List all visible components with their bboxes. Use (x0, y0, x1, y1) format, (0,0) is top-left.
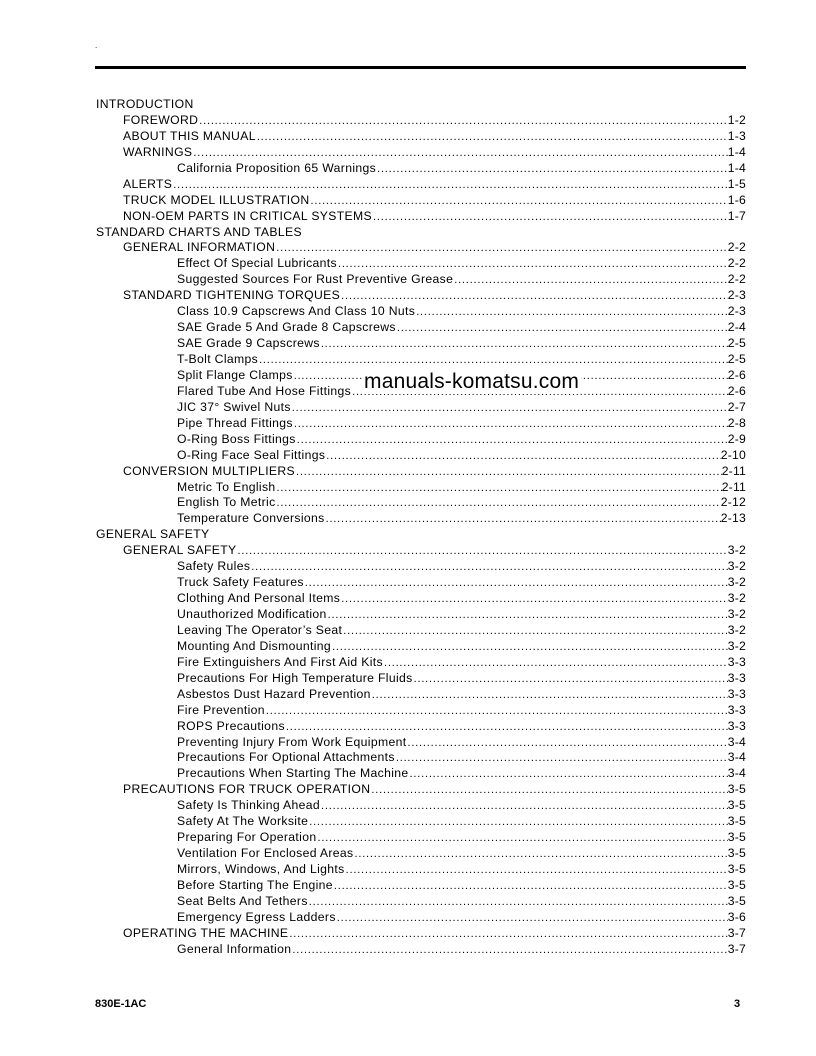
toc-entry-title: Asbestos Dust Hazard Prevention (177, 686, 371, 701)
toc-entry-page: 1-4 (727, 160, 746, 175)
toc-entry-title: Before Starting The Engine (177, 877, 333, 892)
toc-entry-title: T-Bolt Clamps (177, 352, 259, 366)
dot-leader (256, 131, 728, 143)
toc-subentry[interactable] (96, 336, 746, 352)
toc-entry-page: 1-3 (727, 128, 746, 143)
dot-leader (192, 147, 727, 159)
dot-leader (237, 545, 728, 557)
toc-entry-title: Precautions For Optional Attachments (177, 750, 395, 765)
toc-entry-title: ALERTS (123, 176, 173, 191)
toc-entry-page: 2-2 (727, 240, 746, 255)
toc-entry-page: 3-5 (727, 782, 746, 797)
toc-entry[interactable] (96, 782, 746, 798)
dot-leader (250, 561, 727, 573)
toc-entry-page: 3-5 (727, 862, 746, 876)
toc-section-heading[interactable] (96, 527, 746, 543)
toc-entry-page: 3-3 (727, 686, 746, 701)
toc-entry-title: WARNINGS (123, 144, 193, 159)
dot-leader (342, 625, 728, 637)
dot-leader (340, 593, 728, 605)
toc-entry-title: Mirrors, Windows, And Lights (177, 862, 345, 876)
toc-entry-page: 3-2 (727, 622, 746, 637)
toc-entry[interactable] (96, 926, 746, 942)
header-rule (95, 66, 746, 69)
toc-entry-page: 2-3 (727, 288, 746, 303)
toc-entry-page: 2-5 (727, 352, 746, 366)
toc-entry-title: Precautions For High Temperature Fluids (177, 670, 413, 685)
toc-entry-page: 3-4 (727, 734, 746, 749)
dot-leader (331, 641, 728, 653)
toc-entry-title: GENERAL INFORMATION (123, 240, 276, 255)
toc-entry-title: ABOUT THIS MANUAL (123, 128, 256, 143)
toc-entry-page: 3-2 (727, 559, 746, 574)
dot-leader (371, 689, 728, 701)
toc-subentry[interactable] (96, 655, 746, 671)
toc-entry-title: Leaving The Operator’s Seat (177, 622, 343, 637)
dot-leader (395, 752, 728, 764)
toc-entry-page: 3-7 (727, 925, 746, 940)
toc-subentry[interactable] (96, 591, 746, 607)
toc-entry-page: 1-5 (727, 176, 746, 191)
dot-leader (320, 338, 728, 350)
toc-subentry[interactable] (96, 639, 746, 655)
toc-subentry[interactable] (96, 607, 746, 623)
toc-entry-page: 3-5 (727, 846, 746, 861)
toc-entry[interactable] (96, 209, 746, 225)
dot-leader (172, 179, 727, 191)
toc-entry-title: Safety At The Worksite (177, 814, 309, 829)
toc-entry-title: GENERAL SAFETY (96, 527, 210, 542)
toc-entry-page: 2-12 (720, 495, 746, 510)
dot-leader (275, 242, 728, 254)
toc-entry-title: Safety Is Thinking Ahead (177, 798, 321, 813)
toc-subentry[interactable] (96, 400, 746, 416)
dot-leader (370, 784, 727, 796)
toc-entry[interactable] (96, 177, 746, 193)
toc-subentry[interactable] (96, 750, 746, 766)
dot-leader (413, 673, 728, 685)
dot-leader (258, 354, 728, 366)
toc-entry-title: NON-OEM PARTS IN CRITICAL SYSTEMS (123, 208, 373, 223)
toc-subentry[interactable] (96, 320, 746, 336)
toc-entry-page: 3-3 (727, 718, 746, 733)
toc-entry-page: 3-2 (727, 591, 746, 606)
toc-entry-title: Emergency Egress Ladders (177, 909, 336, 924)
toc-entry[interactable] (96, 240, 746, 256)
dot-leader (276, 482, 722, 494)
table-of-contents (96, 97, 746, 958)
toc-entry-title: General Information (177, 941, 292, 956)
dot-leader (285, 721, 728, 733)
toc-entry-page: 3-3 (727, 654, 746, 669)
dot-leader (372, 211, 728, 223)
toc-subentry[interactable] (96, 495, 746, 511)
toc-entry-page: 2-3 (727, 304, 746, 319)
toc-subentry[interactable] (96, 161, 746, 177)
toc-entry[interactable] (96, 464, 746, 480)
toc-subentry[interactable] (96, 352, 746, 368)
toc-subentry[interactable] (96, 878, 746, 894)
toc-entry-page: 3-2 (727, 543, 746, 558)
dot-leader (336, 912, 728, 924)
toc-subentry[interactable] (96, 830, 746, 846)
toc-entry-title: Fire Extinguishers And First Aid Kits (177, 654, 383, 669)
toc-entry-page: 3-3 (727, 670, 746, 685)
toc-entry-page: 2-2 (727, 272, 746, 287)
dot-leader (453, 274, 728, 286)
toc-entry-title: PRECAUTIONS FOR TRUCK OPERATION (123, 782, 371, 797)
toc-subentry[interactable] (96, 798, 746, 814)
dot-leader (198, 115, 728, 127)
toc-entry-title: Mounting And Dismounting (177, 638, 332, 653)
toc-entry-title: STANDARD TIGHTENING TORQUES (123, 288, 341, 303)
toc-subentry[interactable] (96, 942, 746, 958)
dot-leader (345, 864, 728, 876)
toc-entry-title: INTRODUCTION (96, 97, 194, 111)
dot-leader (396, 322, 728, 334)
dot-leader (304, 577, 728, 589)
toc-entry-page: 2-10 (720, 447, 746, 462)
toc-entry-page: 3-6 (727, 909, 746, 924)
toc-subentry[interactable] (96, 511, 746, 527)
toc-entry-page: 1-6 (727, 192, 746, 207)
toc-entry-page: 1-7 (727, 208, 746, 223)
toc-subentry[interactable] (96, 766, 746, 782)
toc-entry-page: 3-5 (727, 893, 746, 908)
toc-subentry[interactable] (96, 559, 746, 575)
toc-entry-title: Truck Safety Features (177, 575, 304, 590)
toc-subentry[interactable] (96, 256, 746, 272)
toc-entry-title: Suggested Sources For Rust Preventive Grease (177, 272, 454, 287)
dot-leader (406, 737, 727, 749)
footer-model: 830E-1AC (95, 998, 147, 1010)
toc-subentry[interactable] (96, 304, 746, 320)
toc-entry[interactable] (96, 129, 746, 145)
toc-entry-title: Flared Tube And Hose Fittings (177, 383, 352, 398)
toc-entry-title: Unauthorized Modification (177, 607, 327, 621)
toc-entry-title: Preventing Injury From Work Equipment (177, 734, 407, 749)
toc-entry-page: 1-4 (727, 144, 746, 159)
toc-entry-title: Seat Belts And Tethers (177, 893, 308, 908)
toc-subentry[interactable] (96, 814, 746, 830)
toc-entry-title: SAE Grade 5 And Grade 8 Capscrews (177, 320, 396, 335)
dot-leader (327, 609, 728, 621)
toc-entry-title: Split Flange Clamps (177, 367, 293, 382)
toc-entry-title: Precautions When Starting The Machine (177, 766, 409, 781)
toc-entry-page: 3-4 (727, 766, 746, 781)
toc-entry-title: Safety Rules (177, 559, 251, 574)
toc-subentry[interactable] (96, 416, 746, 432)
toc-entry[interactable] (96, 145, 746, 161)
toc-entry-page: 2-2 (727, 256, 746, 271)
dot-leader (308, 896, 728, 908)
toc-entry-title: Preparing For Operation (177, 830, 317, 845)
toc-entry-title: JIC 37° Swivel Nuts (177, 399, 291, 414)
toc-subentry[interactable] (96, 671, 746, 687)
dot-leader (288, 928, 727, 940)
toc-entry-title: O-Ring Boss Fittings (177, 431, 296, 446)
toc-subentry[interactable] (96, 910, 746, 926)
dot-leader (310, 195, 728, 207)
toc-entry-page: 2-11 (721, 479, 746, 494)
dot-leader (296, 434, 728, 446)
dot-leader (265, 705, 728, 717)
toc-entry-page: 3-2 (727, 638, 746, 653)
dot-leader (295, 466, 722, 478)
toc-entry-title: OPERATING THE MACHINE (123, 925, 289, 940)
toc-subentry[interactable] (96, 480, 746, 496)
toc-entry-title: Class 10.9 Capscrews And Class 10 Nuts (177, 304, 416, 319)
toc-entry[interactable] (96, 193, 746, 209)
toc-entry-page: 2-6 (727, 383, 746, 398)
toc-subentry[interactable] (96, 575, 746, 591)
toc-subentry[interactable] (96, 432, 746, 448)
toc-entry-page: 3-2 (727, 607, 746, 621)
dot-leader (291, 944, 727, 956)
toc-entry-page: 3-4 (727, 750, 746, 765)
toc-entry-title: FOREWORD (123, 112, 199, 127)
header-mark: . (95, 41, 98, 50)
dot-leader (353, 848, 727, 860)
toc-entry-title: CONVERSION MULTIPLIERS (123, 463, 296, 478)
toc-entry[interactable] (96, 543, 746, 559)
dot-leader (308, 816, 728, 828)
toc-subentry[interactable] (96, 687, 746, 703)
toc-entry-title: Pipe Thread Fittings (177, 415, 293, 430)
toc-entry-title: Metric To English (177, 479, 276, 494)
toc-entry-title: ROPS Precautions (177, 718, 285, 733)
toc-entry-title: Effect Of Special Lubricants (177, 256, 337, 271)
toc-entry-title: GENERAL SAFETY (123, 543, 237, 558)
dot-leader (276, 497, 721, 509)
toc-entry-page: 2-4 (727, 320, 746, 335)
dot-leader (337, 258, 728, 270)
toc-subentry[interactable] (96, 846, 746, 862)
dot-leader (325, 450, 721, 462)
toc-entry-page: 2-11 (721, 463, 746, 478)
toc-entry-page: 3-2 (727, 575, 746, 590)
dot-leader (376, 163, 728, 175)
toc-entry-page: 3-5 (727, 814, 746, 829)
dot-leader (333, 880, 728, 892)
toc-subentry[interactable] (96, 735, 746, 751)
toc-entry-title: Ventilation For Enclosed Areas (177, 846, 354, 861)
toc-entry-title: Clothing And Personal Items (177, 591, 341, 606)
toc-entry-page: 1-2 (727, 112, 746, 127)
toc-entry-page: 3-5 (727, 830, 746, 845)
toc-entry-page: 2-6 (727, 367, 746, 382)
toc-entry-title: TRUCK MODEL ILLUSTRATION (123, 192, 310, 207)
footer-page-number: 3 (734, 998, 741, 1010)
toc-subentry[interactable] (96, 703, 746, 719)
toc-entry-page: 3-5 (727, 877, 746, 892)
dot-leader (316, 832, 727, 844)
dot-leader (291, 402, 728, 414)
toc-entry-page: 3-3 (727, 702, 746, 717)
toc-entry-page: 2-13 (720, 511, 746, 526)
dot-leader (320, 800, 728, 812)
toc-section-heading[interactable] (96, 97, 746, 113)
dot-leader (383, 657, 728, 669)
toc-section-heading[interactable] (96, 225, 746, 241)
toc-subentry[interactable] (96, 623, 746, 639)
toc-entry-page: 2-8 (727, 415, 746, 430)
toc-subentry[interactable] (96, 862, 746, 878)
toc-subentry[interactable] (96, 719, 746, 735)
toc-entry-page: 3-5 (727, 798, 746, 813)
toc-entry[interactable] (96, 113, 746, 129)
dot-leader (293, 418, 728, 430)
dot-leader (325, 513, 721, 525)
toc-entry-page: 2-9 (727, 431, 746, 446)
toc-entry-title: SAE Grade 9 Capscrews (177, 336, 320, 351)
toc-entry-page: 2-5 (727, 336, 746, 351)
toc-entry-title: Fire Prevention (177, 702, 265, 717)
toc-entry-title: California Proposition 65 Warnings (177, 160, 377, 175)
toc-entry-title: O-Ring Face Seal Fittings (177, 447, 326, 462)
dot-leader (409, 768, 728, 780)
toc-subentry[interactable] (96, 448, 746, 464)
dot-leader (415, 306, 728, 318)
toc-entry-page: 3-7 (727, 941, 746, 956)
toc-subentry[interactable] (96, 894, 746, 910)
toc-entry[interactable] (96, 288, 746, 304)
watermark-text: manuals-komatsu.com (364, 370, 580, 393)
toc-entry-title: English To Metric (177, 495, 276, 510)
toc-entry-page: 2-7 (727, 399, 746, 414)
toc-entry-title: STANDARD CHARTS AND TABLES (96, 224, 302, 239)
toc-subentry[interactable] (96, 272, 746, 288)
toc-entry-title: Temperature Conversions (177, 511, 325, 526)
dot-leader (340, 290, 728, 302)
